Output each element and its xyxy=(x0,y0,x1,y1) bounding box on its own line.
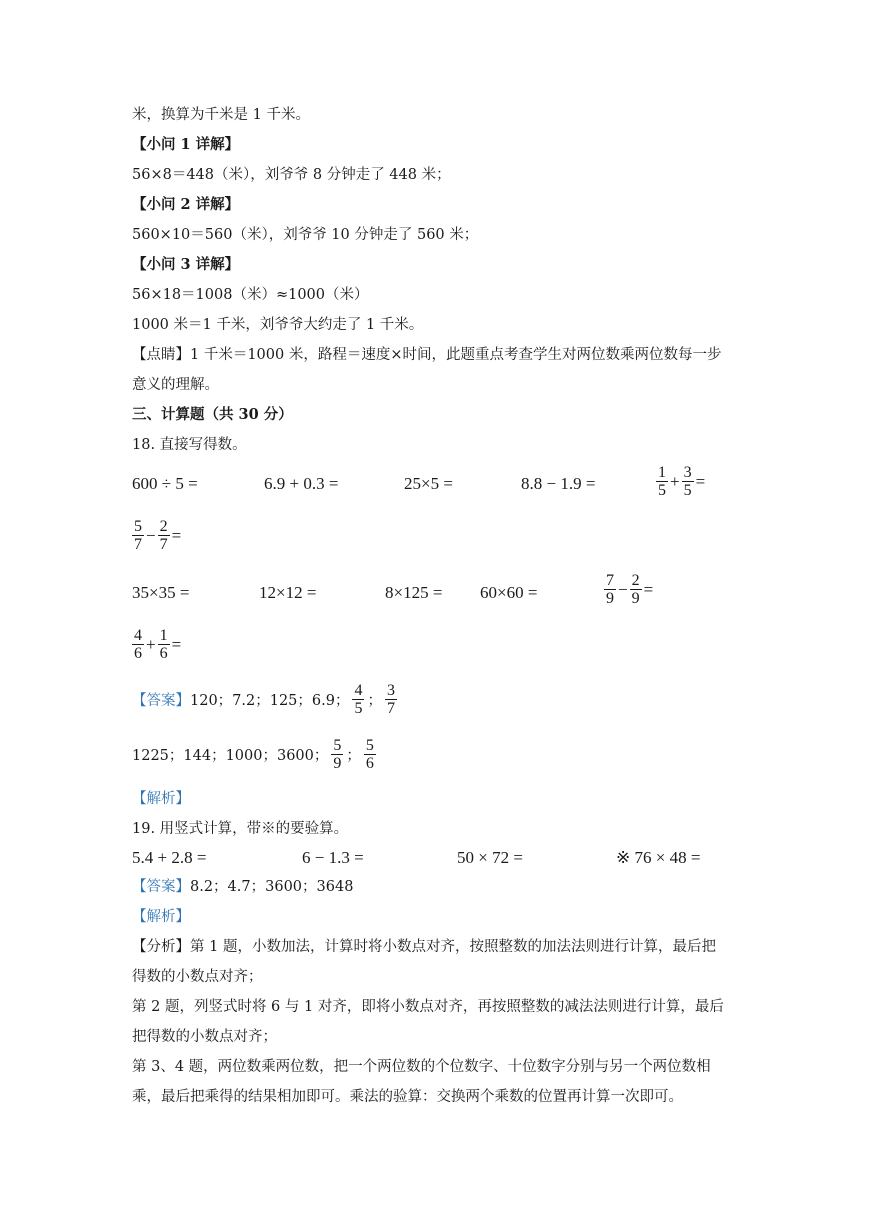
question-19-title: 19. 用竖式计算，带※的要验算。 xyxy=(132,821,349,837)
fraction-expr: $\frac{4}{6}$ + $\frac{1}{6}$ = xyxy=(134,627,182,662)
analysis-line: 把得数的小数点对齐； xyxy=(132,1029,277,1045)
heading-subq2: 【小问 2 详解】 xyxy=(132,196,240,213)
section-title: 三、计算题（共 30 分） xyxy=(132,406,293,423)
analysis-label: 【解析】 xyxy=(132,791,190,807)
fraction-expr: $\frac{1}{5}$ + $\frac{3}{5}$ = xyxy=(658,464,706,499)
question-18-title: 18. 直接写得数。 xyxy=(132,437,247,453)
answer-label: 【答案】 xyxy=(132,693,190,709)
analysis-line: 【分析】第 1 题，小数加法，计算时将小数点对齐，按照整数的加法法则进行计算，最后把 xyxy=(132,939,716,955)
answer-label: 【答案】 xyxy=(132,879,190,895)
text-line: 1000 米＝1 千米，刘爷爷大约走了 1 千米。 xyxy=(132,317,424,333)
expr: 50 × 72 = xyxy=(457,848,523,867)
expr: 25×5 = xyxy=(404,474,453,493)
expr: 12×12 = xyxy=(259,583,317,602)
text-line: 56×8＝448（米），刘爷爷 8 分钟走了 448 米； xyxy=(132,167,451,183)
tip-line: 意义的理解。 xyxy=(132,377,219,393)
text-line: 56×18＝1008（米）≈1000（米） xyxy=(132,287,369,303)
expr: 8.8 − 1.9 = xyxy=(521,474,596,493)
text-line: 560×10＝560（米），刘爷爷 10 分钟走了 560 米； xyxy=(132,227,479,243)
analysis-line: 第 3、4 题，两位数乘两位数，把一个两位数的个位数字、十位数字分别与另一个两位数相 xyxy=(132,1059,711,1075)
expr: 60×60 = xyxy=(480,583,538,602)
heading-subq3: 【小问 3 详解】 xyxy=(132,256,240,273)
expr: ※ 76 × 48 = xyxy=(616,848,701,867)
analysis-line: 第 2 题，列竖式时将 6 与 1 对齐，即将小数点对齐，再按照整数的减法法则进行计算，最后 xyxy=(132,999,724,1015)
tip-line: 【点睛】1 千米＝1000 米，路程＝速度×时间，此题重点考查学生对两位数乘两位数每一步 xyxy=(132,347,722,363)
text-line: 米，换算为千米是 1 千米。 xyxy=(132,107,310,123)
expr: 6 − 1.3 = xyxy=(302,848,364,867)
answer-line: 【答案】120；7.2；125；6.9； $\frac{4}{5}$ ； $\frac{3}{7}$ xyxy=(132,682,395,717)
expr: 600 ÷ 5 = xyxy=(132,474,198,493)
fraction-expr: $\frac{7}{9}$ − $\frac{2}{9}$ = xyxy=(606,572,654,607)
expr: 6.9 + 0.3 = xyxy=(264,474,339,493)
heading-subq1: 【小问 1 详解】 xyxy=(132,136,240,153)
answer-line: 【答案】8.2；4.7；3600；3648 xyxy=(132,879,354,895)
answer-line: 1225；144；1000；3600； $\frac{5}{9}$ ； $\frac{5}{6}$ xyxy=(132,737,374,772)
analysis-line: 得数的小数点对齐； xyxy=(132,969,263,985)
expr: 5.4 + 2.8 = xyxy=(132,848,207,867)
expr: 35×35 = xyxy=(132,583,190,602)
analysis-label: 【解析】 xyxy=(132,909,190,925)
fraction-expr: $\frac{5}{7}$ − $\frac{2}{7}$ = xyxy=(134,518,182,553)
analysis-line: 乘，最后把乘得的结果相加即可。乘法的验算：交换两个乘数的位置再计算一次即可。 xyxy=(132,1089,683,1105)
expr: 8×125 = xyxy=(385,583,443,602)
